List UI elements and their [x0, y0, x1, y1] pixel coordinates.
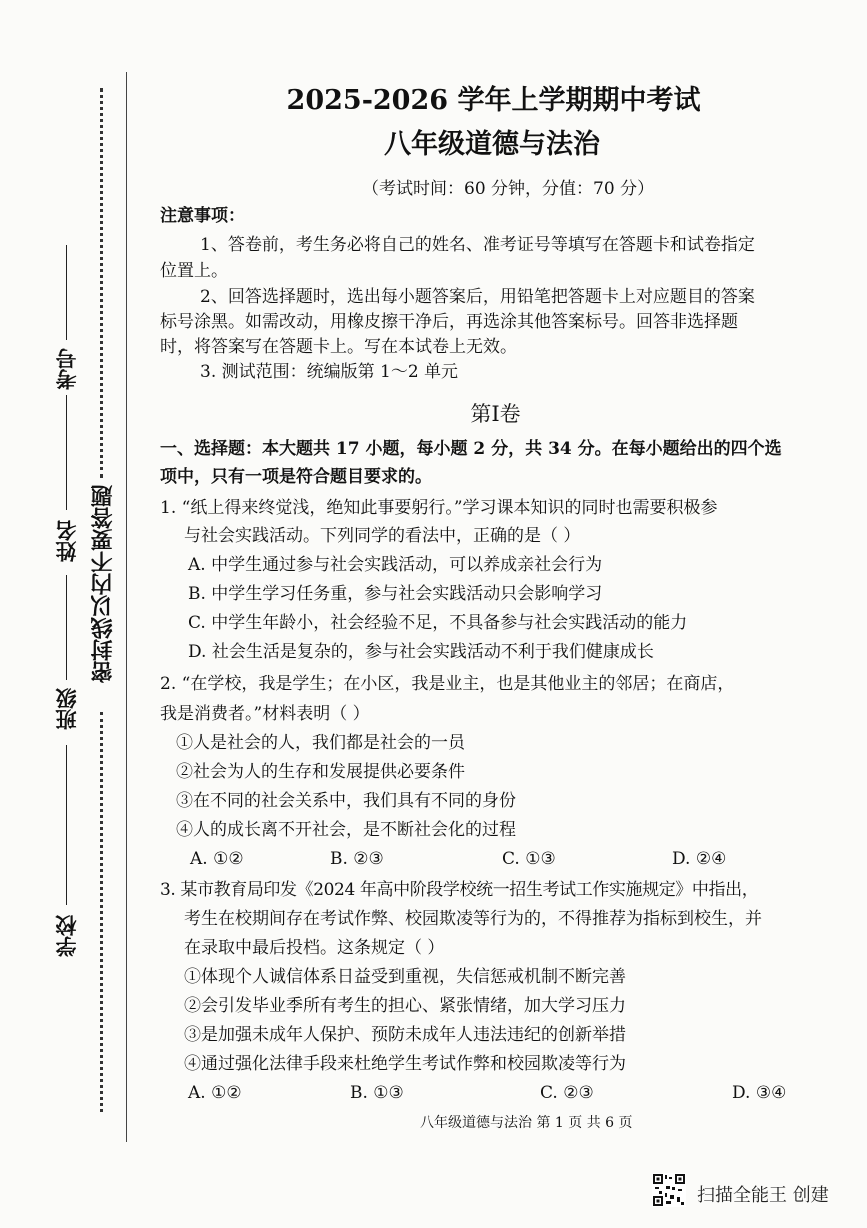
q2-stem-2: 我是消费者。”材料表明（ ） [160, 704, 370, 724]
q2-option-b: B. ②③ [330, 849, 384, 869]
q2-item-2: ②社会为人的生存和发展提供必要条件 [176, 762, 465, 782]
q3-stem-2: 考生在校期间存在考试作弊、校园欺凌等行为的，不得推荐为指标到校生，并 [184, 909, 762, 929]
scanner-brand: 扫描全能王 创建 [697, 1185, 829, 1206]
exam-no-line [66, 245, 67, 340]
q2-item-1: ①人是社会的人，我们都是社会的一员 [176, 733, 465, 753]
q3-option-c: C. ②③ [540, 1083, 594, 1103]
q3-item-2: ②会引发毕业季所有考生的担心、紧张情绪，加大学习压力 [184, 996, 626, 1016]
exam-info: （考试时间：60 分钟，分值：70 分） [362, 179, 655, 199]
school-line [66, 745, 67, 905]
q2-option-c: C. ①③ [502, 849, 556, 869]
q2-item-3: ③在不同的社会关系中，我们具有不同的身份 [176, 791, 516, 811]
exam-no-label: 考号 [55, 348, 79, 390]
notice-line-2: 位置上。 [160, 261, 228, 281]
q3-option-a: A. ①② [188, 1083, 242, 1103]
seal-dotted-line-bottom [100, 712, 103, 1112]
q3-stem-3: 在录取中最后投档。这条规定（ ） [184, 938, 445, 958]
page-footer: 八年级道德与法治 第 1 页 共 6 页 [420, 1115, 633, 1131]
seal-note: 密封线以内不要答题 [91, 485, 116, 683]
class-line [66, 575, 67, 680]
q3-item-3: ③是加强未成年人保护、预防未成年人违法违纪的创新举措 [184, 1025, 626, 1045]
q1-stem-1: 1. “纸上得来终觉浅，绝知此事要躬行。”学习课本知识的同时也需要积极参 [160, 498, 718, 518]
notice-line-6: 3. 测试范围：统编版第 1～2 单元 [200, 362, 459, 382]
volume-title: 第Ⅰ卷 [470, 402, 521, 426]
notice-heading: 注意事项： [160, 206, 245, 226]
q3-option-d: D. ③④ [732, 1083, 787, 1103]
section-heading-1: 一、选择题：本大题共 17 小题，每小题 2 分，共 34 分。在每小题给出的四个选 [160, 439, 782, 459]
q3-item-4: ④通过强化法律手段来杜绝学生考试作弊和校园欺凌等行为 [184, 1054, 626, 1074]
exam-title: 2025-2026 学年上学期期中考试 [286, 85, 701, 116]
name-label: 姓名 [55, 520, 79, 562]
q2-stem-1: 2. “在学校，我是学生；在小区，我是业主，也是其他业主的邻居；在商店， [160, 674, 735, 694]
q1-option-c: C. 中学生年龄小，社会经验不足，不具备参与社会实践活动的能力 [188, 613, 688, 633]
q2-item-4: ④人的成长离不开社会，是不断社会化的过程 [176, 820, 516, 840]
q3-option-b: B. ①③ [350, 1083, 404, 1103]
notice-line-5: 时，将答案写在答题卡上。写在本试卷上无效。 [160, 337, 517, 357]
notice-line-4: 标号涂黑。如需改动，用橡皮擦干净后，再选涂其他答案标号。回答非选择题 [160, 312, 738, 332]
q2-option-a: A. ①② [190, 849, 244, 869]
q1-stem-2: 与社会实践活动。下列同学的看法中，正确的是（ ） [184, 526, 581, 546]
school-label: 学校 [55, 915, 79, 957]
section-heading-2: 项中，只有一项是符合题目要求的。 [160, 467, 432, 487]
notice-line-1: 1、答卷前，考生务必将自己的姓名、准考证号等填写在答题卡和试卷指定 [200, 235, 755, 255]
q3-item-1: ①体现个人诚信体系日益受到重视，失信惩戒机制不断完善 [184, 967, 626, 987]
q1-option-d: D. 社会生活是复杂的，参与社会实践活动不利于我们健康成长 [188, 642, 654, 662]
q3-stem-1: 3. 某市教育局印发《2024 年高中阶段学校统一招生考试工作实施规定》中指出， [160, 880, 759, 900]
qr-code-icon [652, 1173, 686, 1207]
q1-option-a: A. 中学生通过参与社会实践活动，可以养成亲社会行为 [188, 555, 603, 575]
binding-border-line [126, 72, 127, 1142]
notice-line-3: 2、回答选择题时，选出每小题答案后，用铅笔把答题卡上对应题目的答案 [200, 287, 755, 307]
q1-option-b: B. 中学生学习任务重，参与社会实践活动只会影响学习 [188, 584, 603, 604]
class-label: 班级 [55, 688, 79, 730]
subject-title: 八年级道德与法治 [384, 129, 600, 160]
q2-option-d: D. ②④ [672, 849, 727, 869]
